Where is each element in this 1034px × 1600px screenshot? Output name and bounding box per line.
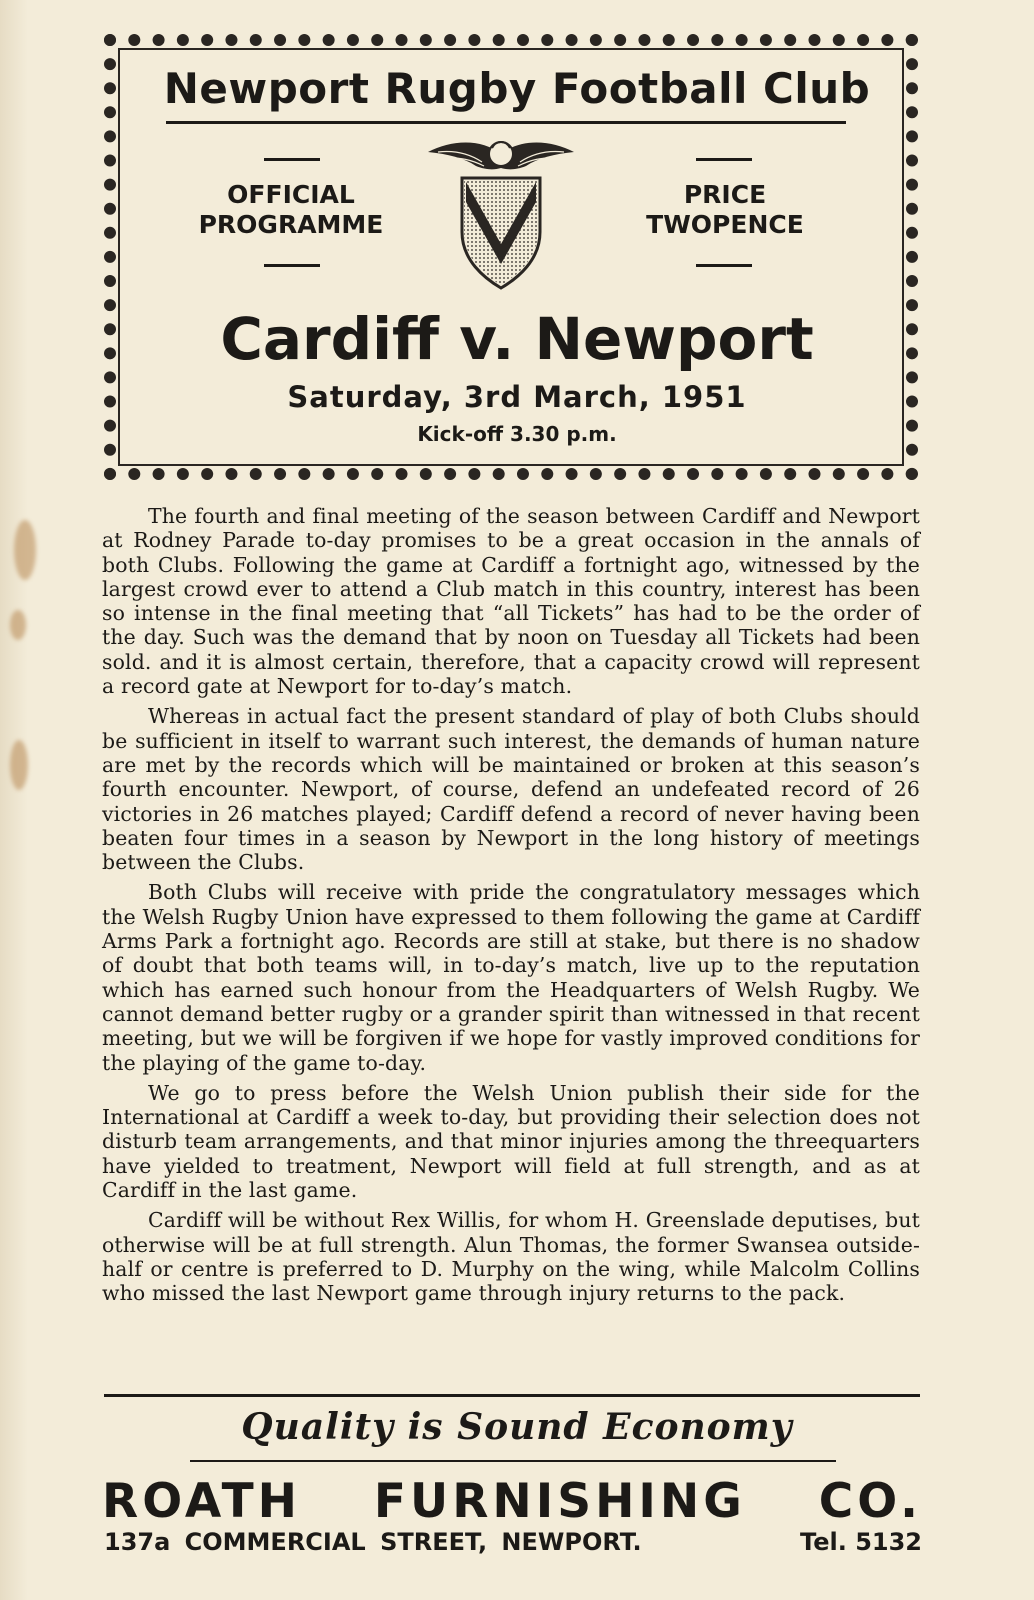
- advertiser-name: ROATH FURNISHING CO.: [102, 1474, 922, 1529]
- age-stain: [14, 520, 36, 580]
- article-paragraph: Cardiff will be without Rex Willis, for whom H. Greenslade deputises, but otherwise will be at full strength. Alun Thomas, the former Swansea outside-half or centre is preferred to D. Murphy on the wing, while Malcolm Collins who missed the last Newport game through injury returns to the pack.: [102, 1208, 920, 1306]
- price-label: PRICE TWOPENCE: [646, 180, 804, 239]
- article-paragraph: We go to press before the Welsh Union publish their side for the International at Cardiff a week to-day, but providing their selection does not disturb team arrangements, and that minor injuries among the threequarters have yielded to treatment, Newport will field at full strength, and as at Cardiff in the last game.: [102, 1080, 920, 1203]
- advertiser-address: 137a COMMERCIAL STREET, NEWPORT.: [104, 1528, 642, 1556]
- slogan-underline: [190, 1460, 836, 1462]
- age-stain: [10, 740, 28, 790]
- paper-edge: [0, 0, 28, 1600]
- age-stain: [10, 610, 26, 640]
- left-top-dash: [264, 158, 320, 161]
- advertiser-telephone: Tel. 5132: [800, 1528, 922, 1556]
- official-programme-label: OFFICIAL PROGRAMME: [198, 180, 384, 239]
- winged-shield-crest-icon: [426, 132, 576, 292]
- advert-slogan: Quality is Sound Economy: [241, 1406, 793, 1448]
- club-name: Newport Rugby Football Club: [163, 64, 871, 113]
- title-underline: [166, 121, 846, 124]
- advert-top-rule: [104, 1394, 920, 1397]
- article-paragraph: The fourth and final meeting of the season between Cardiff and Newport at Rodney Parade to-day promises to be a great occasion in the annals of both Clubs. Following the game at Cardiff a fortnight ago, witnessed by the largest crowd ever to attend a Club match in this country, interest has been so intense in the final meeting that “all Tickets” has had to be the order of the day. Such was the demand that by noon on Tuesday all Tickets had been sold. and it is almost certain, therefore, that a capacity crowd will represent a record gate at Newport for to-day’s match.: [102, 504, 920, 699]
- article-paragraph: Whereas in actual fact the present standard of play of both Clubs should be sufficient in itself to warrant such interest, the demands of human nature are met by the records which will be maintained or broken at this season’s fourth encounter. Newport, of course, defend an undefeated record of 26 victories in 26 matches played; Cardiff defend a record of never having been beaten four times in a season by Newport in the long history of meetings between the Clubs.: [102, 704, 920, 875]
- article-body: [102, 504, 920, 1312]
- article-paragraph: Both Clubs will receive with pride the congratulatory messages which the Welsh Rugby Union have expressed to them following the game at Cardiff Arms Park a fortnight ago. Records are still at stake, but there is no shadow of doubt that both teams will, in to-day’s match, live up to the reputation which has earned such honour from the Headquarters of Welsh Rugby. We cannot demand better rugby or a grander spirit than witnessed in that recent meeting, but we will be forgiven if we hope for vastly improved conditions for the playing of the game to-day.: [102, 880, 920, 1075]
- kickoff-time: Kick-off 3.30 p.m.: [417, 422, 617, 446]
- left-bottom-dash: [264, 264, 320, 267]
- match-title: Cardiff v. Newport: [220, 305, 814, 373]
- right-top-dash: [696, 158, 752, 161]
- right-bottom-dash: [696, 264, 752, 267]
- match-date: Saturday, 3rd March, 1951: [287, 380, 747, 414]
